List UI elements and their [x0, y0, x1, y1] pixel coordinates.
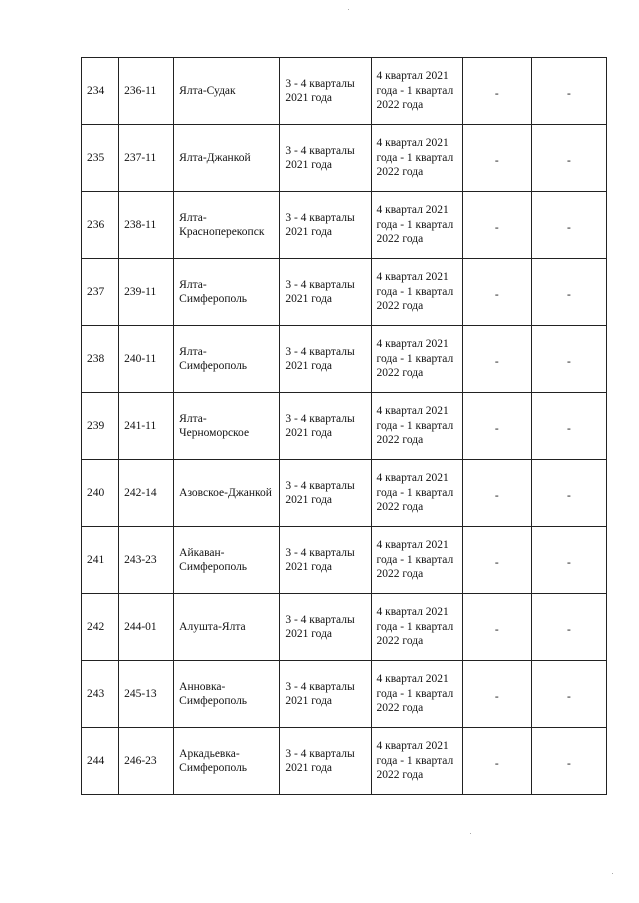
column-6-cell: [462, 661, 531, 728]
column-7-cell: [531, 192, 606, 259]
dash-mark: -: [566, 288, 571, 301]
column-6-cell: [462, 259, 531, 326]
column-6-cell: [462, 728, 531, 795]
end-period-cell: 4 квартал 2021 года - 1 квартал 2022 года: [371, 393, 462, 460]
route-code-cell: 244-01: [119, 594, 174, 661]
column-6-cell: [462, 460, 531, 527]
row-number-cell: 241: [82, 527, 119, 594]
start-period-cell: 3 - 4 кварталы 2021 года: [280, 259, 371, 326]
row-number-cell: 235: [82, 125, 119, 192]
schedule-table-body: [82, 58, 607, 795]
row-number-cell: 239: [82, 393, 119, 460]
row-number-cell: 240: [82, 460, 119, 527]
start-period-cell: 3 - 4 кварталы 2021 года: [280, 393, 371, 460]
dash-mark: -: [494, 355, 499, 368]
start-period-cell: 3 - 4 кварталы 2021 года: [280, 192, 371, 259]
column-7-cell: [531, 661, 606, 728]
route-name-cell: Ялта-Судак: [174, 58, 280, 125]
dash-mark: -: [494, 221, 499, 234]
dash-mark: -: [566, 757, 571, 770]
route-name-cell: Ялта-Симферополь: [174, 326, 280, 393]
column-7-cell: [531, 259, 606, 326]
dash-mark: -: [494, 623, 499, 636]
table-row: [82, 192, 607, 259]
dash-mark: -: [566, 690, 571, 703]
table-row: [82, 460, 607, 527]
dash-mark: -: [494, 154, 499, 167]
start-period-cell: 3 - 4 кварталы 2021 года: [280, 594, 371, 661]
dash-mark: -: [566, 154, 571, 167]
end-period-cell: 4 квартал 2021 года - 1 квартал 2022 года: [371, 661, 462, 728]
end-period-cell: 4 квартал 2021 года - 1 квартал 2022 года: [371, 460, 462, 527]
table-row: [82, 728, 607, 795]
route-name-cell: Азовское-Джанкой: [174, 460, 280, 527]
start-period-cell: 3 - 4 кварталы 2021 года: [280, 527, 371, 594]
end-period-cell: 4 квартал 2021 года - 1 квартал 2022 года: [371, 594, 462, 661]
table-row: [82, 594, 607, 661]
column-7-cell: [531, 594, 606, 661]
route-code-cell: 245-13: [119, 661, 174, 728]
route-code-cell: 240-11: [119, 326, 174, 393]
row-number-cell: 242: [82, 594, 119, 661]
row-number-cell: 237: [82, 259, 119, 326]
table-row: [82, 259, 607, 326]
table-row: [82, 58, 607, 125]
column-7-cell: [531, 527, 606, 594]
row-number-cell: 236: [82, 192, 119, 259]
route-name-cell: Ялта-Черноморское: [174, 393, 280, 460]
route-code-cell: 242-14: [119, 460, 174, 527]
route-name-cell: Аркадьевка-Симферополь: [174, 728, 280, 795]
dash-mark: -: [566, 556, 571, 569]
dash-mark: -: [566, 623, 571, 636]
end-period-cell: 4 квартал 2021 года - 1 квартал 2022 года: [371, 527, 462, 594]
table-row: [82, 326, 607, 393]
column-7-cell: [531, 728, 606, 795]
dash-mark: -: [494, 87, 499, 100]
column-6-cell: [462, 125, 531, 192]
column-6-cell: [462, 326, 531, 393]
route-name-cell: Ялта-Джанкой: [174, 125, 280, 192]
row-number-cell: 234: [82, 58, 119, 125]
start-period-cell: 3 - 4 кварталы 2021 года: [280, 661, 371, 728]
start-period-cell: 3 - 4 кварталы 2021 года: [280, 728, 371, 795]
route-name-cell: Алушта-Ялта: [174, 594, 280, 661]
column-6-cell: [462, 527, 531, 594]
scan-speck: [348, 9, 349, 10]
dash-mark: -: [494, 690, 499, 703]
dash-mark: -: [494, 757, 499, 770]
row-number-cell: 244: [82, 728, 119, 795]
route-code-cell: 236-11: [119, 58, 174, 125]
dash-mark: -: [494, 489, 499, 502]
dash-mark: -: [566, 489, 571, 502]
table-row: [82, 527, 607, 594]
start-period-cell: 3 - 4 кварталы 2021 года: [280, 326, 371, 393]
dash-mark: -: [494, 422, 499, 435]
route-name-cell: Ялта-Красноперекопск: [174, 192, 280, 259]
route-code-cell: 246-23: [119, 728, 174, 795]
route-name-cell: Айкаван-Симферополь: [174, 527, 280, 594]
dash-mark: -: [494, 288, 499, 301]
end-period-cell: 4 квартал 2021 года - 1 квартал 2022 года: [371, 326, 462, 393]
table-row: [82, 393, 607, 460]
route-code-cell: 237-11: [119, 125, 174, 192]
row-number-cell: 243: [82, 661, 119, 728]
route-name-cell: Анновка-Симферополь: [174, 661, 280, 728]
column-6-cell: [462, 192, 531, 259]
end-period-cell: 4 квартал 2021 года - 1 квартал 2022 года: [371, 259, 462, 326]
table-row: [82, 125, 607, 192]
column-6-cell: [462, 594, 531, 661]
end-period-cell: 4 квартал 2021 года - 1 квартал 2022 года: [371, 58, 462, 125]
end-period-cell: 4 квартал 2021 года - 1 квартал 2022 года: [371, 192, 462, 259]
row-number-cell: 238: [82, 326, 119, 393]
scan-speck: [470, 833, 471, 834]
start-period-cell: 3 - 4 кварталы 2021 года: [280, 58, 371, 125]
table-row: [82, 661, 607, 728]
start-period-cell: 3 - 4 кварталы 2021 года: [280, 125, 371, 192]
route-code-cell: 238-11: [119, 192, 174, 259]
scan-speck: [612, 873, 613, 874]
column-6-cell: [462, 393, 531, 460]
column-6-cell: [462, 58, 531, 125]
schedule-table: [81, 57, 607, 795]
end-period-cell: 4 квартал 2021 года - 1 квартал 2022 года: [371, 728, 462, 795]
route-code-cell: 241-11: [119, 393, 174, 460]
dash-mark: -: [566, 221, 571, 234]
column-7-cell: [531, 326, 606, 393]
start-period-cell: 3 - 4 кварталы 2021 года: [280, 460, 371, 527]
dash-mark: -: [566, 87, 571, 100]
dash-mark: -: [566, 355, 571, 368]
dash-mark: -: [566, 422, 571, 435]
route-name-cell: Ялта-Симферополь: [174, 259, 280, 326]
end-period-cell: 4 квартал 2021 года - 1 квартал 2022 года: [371, 125, 462, 192]
column-7-cell: [531, 393, 606, 460]
column-7-cell: [531, 125, 606, 192]
route-code-cell: 239-11: [119, 259, 174, 326]
column-7-cell: [531, 460, 606, 527]
route-code-cell: 243-23: [119, 527, 174, 594]
dash-mark: -: [494, 556, 499, 569]
column-7-cell: [531, 58, 606, 125]
